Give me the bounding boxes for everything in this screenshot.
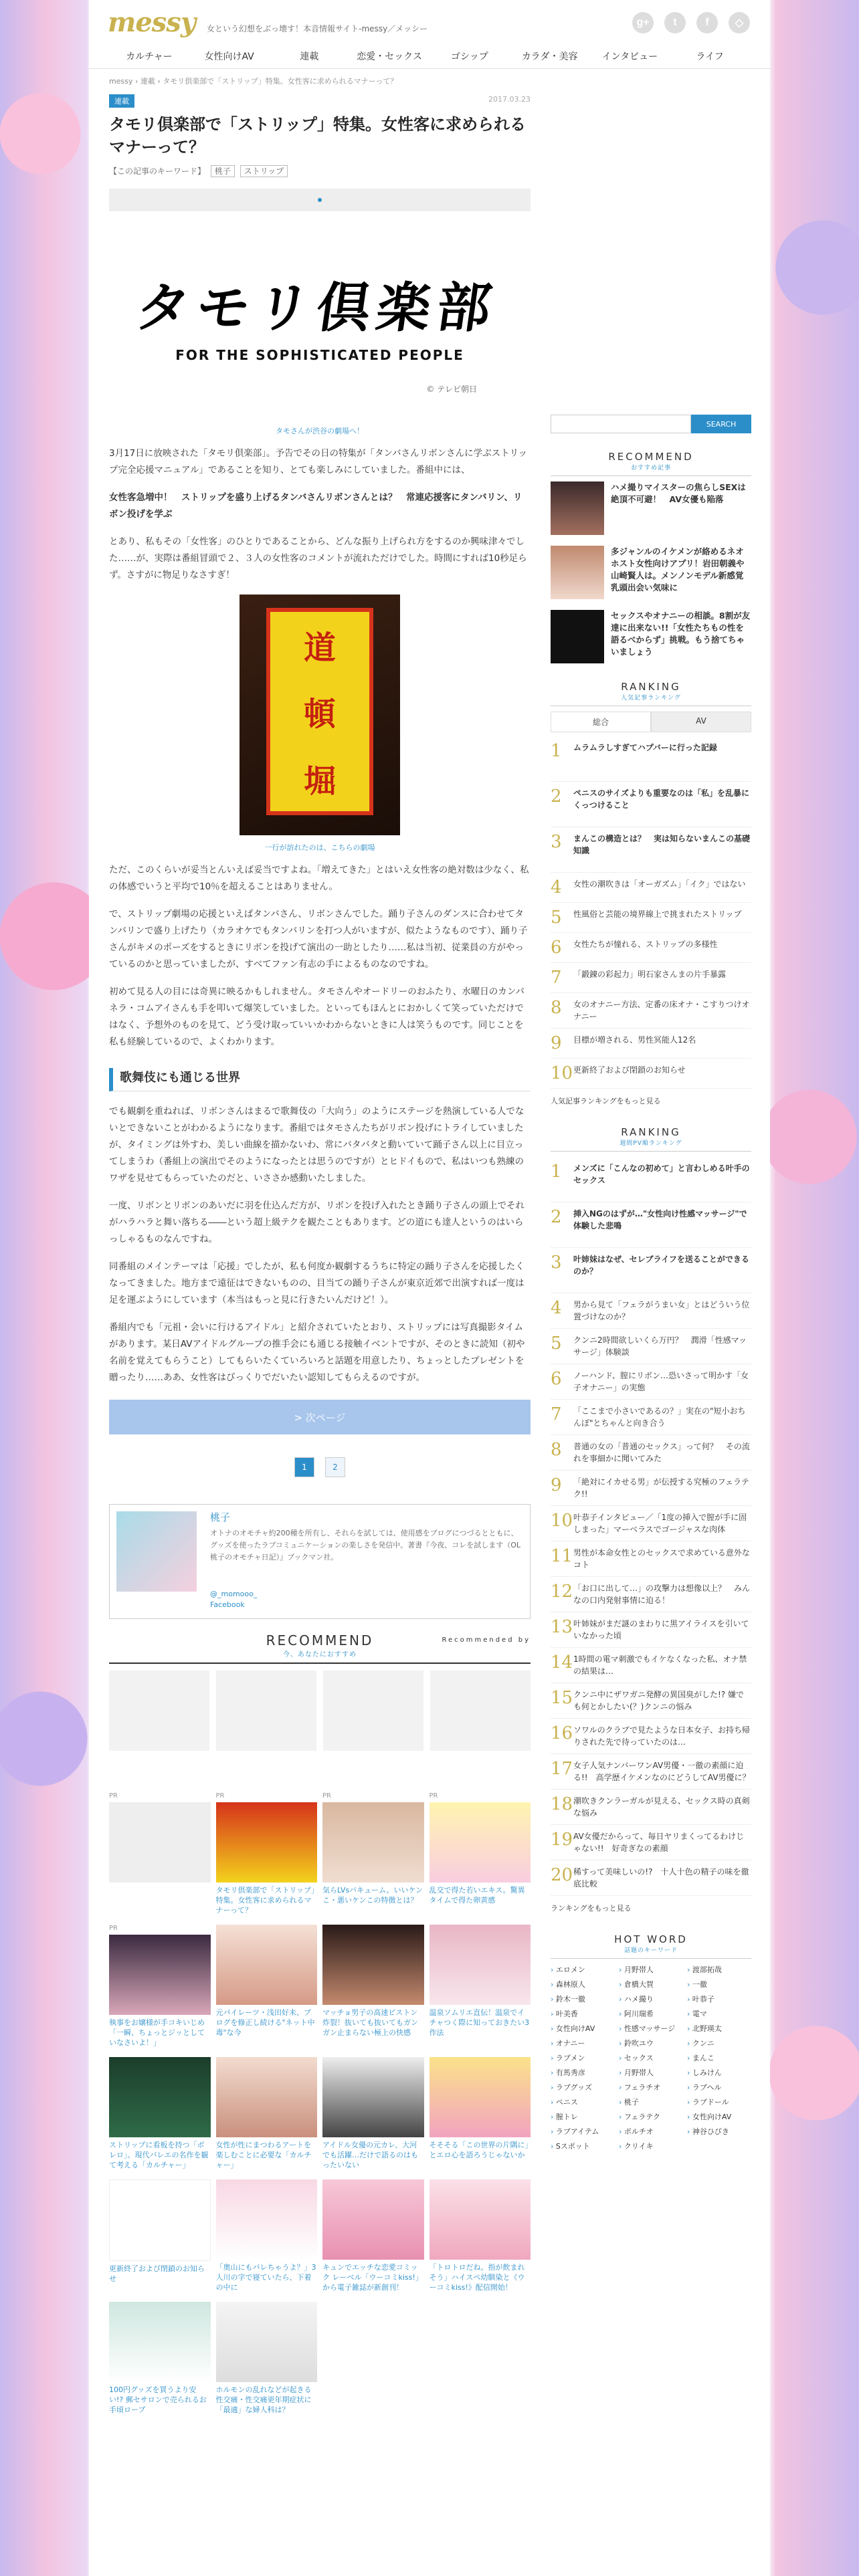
recommend-card[interactable]: ホルモンの乱れなどが起きる性交痛・性交痛更年期症状に「最適」な婦人科は？ xyxy=(216,2300,318,2415)
site-header xyxy=(89,0,770,45)
author-avatar xyxy=(116,1511,197,1592)
recommend-card[interactable]: PR 気らLVsバキューム。いいケンこ・悪いケンこの特徴とは？ xyxy=(322,1792,423,1905)
ranking-title: クンニ2時間欲しいくら万円？ 潤滑「性感マッサージ」体験談 xyxy=(573,1335,747,1357)
author-links xyxy=(210,1589,257,1610)
ranking-heading: RANKING 人気記事ランキング xyxy=(551,681,751,706)
site-logo[interactable]: messy xyxy=(108,7,196,38)
paragraph: 同番組のメインテーマは「応援」でしたが、私も何度か観劇するうちに特定の踊り子さんを応援したくなってきました。地方まで遠征はできないものの、目当ての踊り子さんが東京近郊で出演すれば一度は足を運ぶようにしています（本当はもっと見に行きたいんだけど！）。 xyxy=(109,1261,524,1305)
ranking-item[interactable] xyxy=(551,1157,751,1202)
category-badge[interactable]: 連載 xyxy=(109,94,134,108)
ranking-title: 叶姉妹がまだ謎のまわりに黒アイライスを引いていなかった頃 xyxy=(573,1619,749,1640)
ranking-list xyxy=(551,736,751,1089)
tab-av[interactable]: AV xyxy=(651,712,751,732)
ranking-title: 女子人気ナンバーワンAV男優・一徹の素顔に迫る!! 高学歴イケメンなのにどうしてAV男優に？ xyxy=(573,1761,751,1782)
paragraph: で、ストリップ劇場の応援といえばタンバさん、リボンさんでした。踊り子さんのダンスに合わせてタンバリンで盛り上げたり（カラオケでもタンバリンを打つ人がいますが、似たようなものです）、踊り子さんがキメのポーズをするときにリボンを投げて演出の一助としたり……私は当初、従業員の方がやっているのかと思っていましたが、すべてファン有志の手によるものなのですね。 xyxy=(109,909,528,970)
hotword-link[interactable]: › 性感マッサージ xyxy=(619,2023,683,2035)
rank-number: 4 xyxy=(551,877,562,897)
hotword-link[interactable]: › ペニス xyxy=(551,2097,615,2109)
ranking-title: 稀すって美味しいの!? 十人十色の精子の味を徹底比較 xyxy=(573,1867,749,1889)
nav-series[interactable]: 連載 xyxy=(300,51,319,62)
sidebar xyxy=(551,94,751,2153)
hero-credit: © テレビ朝日 xyxy=(426,385,477,394)
recommend-card[interactable]: マッチョ男子の高速ピストン炸裂！抜いても抜いてもガンガン止まらない極上の快感 xyxy=(322,1923,424,2048)
ranking-item[interactable] xyxy=(551,1683,751,1719)
recommend-card[interactable]: 「奥山にもバレちゃうよ？」3人川の字で寝ていたら、下着の中に xyxy=(216,2178,318,2292)
rank-number: 9 xyxy=(551,1475,562,1495)
recommend-heading: RECOMMEND 今、あなたにおすすめ Recommended by xyxy=(109,1632,531,1664)
recommend-card[interactable]: 女性が性にまつわるアートを楽しむことに必要な「カルチャー」 xyxy=(216,2056,318,2170)
ranking-item[interactable] xyxy=(551,1541,751,1577)
rank-number: 16 xyxy=(551,1723,573,1743)
ranking-title: 目標が増される、男性冥能人12名 xyxy=(573,1035,696,1045)
ranking-item[interactable] xyxy=(551,1029,751,1059)
rank-number: 18 xyxy=(551,1794,573,1814)
rank-number: 6 xyxy=(551,1369,562,1389)
page-1-link[interactable]: 1 xyxy=(294,1457,314,1477)
rank-number: 9 xyxy=(551,1033,562,1053)
hotword-link[interactable]: › 鈴吹ユウ xyxy=(619,2038,683,2050)
keyword-label: 【この記事のキーワード】 xyxy=(109,167,206,176)
hotword-link[interactable]: › 膣トレ xyxy=(551,2111,615,2123)
facebook-icon[interactable]: f xyxy=(696,12,718,33)
recommend-card[interactable]: PR 執事をお嬢様が手コキいじめ「一瞬、ちょっとジッとしていなさいよ！」 xyxy=(109,1923,211,2048)
recommended-by: Recommended by xyxy=(442,1636,531,1644)
side-recommend-item[interactable]: セックスやオナニーの相談。8割が友達に出来ない!!「女性たちもの性を語るべからず」挑戦。もう捨てちゃいましょう xyxy=(551,610,751,663)
hotword-link[interactable]: › 渡部拓哉 xyxy=(687,1964,751,1976)
page-container xyxy=(89,0,770,2576)
nav-gossip[interactable]: ゴシップ xyxy=(451,51,488,62)
ranking-title: まんこの構造とは？ 実は知らないまんこの基礎知識 xyxy=(573,834,751,855)
hotword-link[interactable]: › クンニ xyxy=(687,2038,751,2050)
rank-number: 5 xyxy=(551,907,562,928)
keyword-list xyxy=(109,165,531,177)
ranking-title: ノーハンド、膣にリボン…恐いさって明かす「女子オナニー」の実態 xyxy=(573,1371,749,1392)
ranking-item[interactable] xyxy=(551,1202,751,1248)
ranking-item[interactable] xyxy=(551,782,751,827)
ranking-title: 「ここまで小さいであるの？」実在の"短小おちんぽ"とちゃんと向き合う xyxy=(573,1406,746,1428)
side-recommend-item[interactable]: 多ジャンルのイケメンが絡めるネオホスト女性向けアプリ！岩田朝義や山崎賢人は。メンノンモデル新感覚乳頭出会い気味に xyxy=(551,546,751,599)
ranking-item[interactable] xyxy=(551,993,751,1029)
ranking-title: AV女優だからって、毎日ヤリまくってるわけじゃない!! 好奇ぎなの素顔 xyxy=(573,1832,745,1853)
ranking-item[interactable] xyxy=(551,1612,751,1648)
article-title: タモリ倶楽部で「ストリップ」特集。女性客に求められるマナーって？ xyxy=(109,115,527,156)
search-input[interactable] xyxy=(551,415,691,433)
search-box xyxy=(551,415,751,433)
ranking-title: 叶恭子インタビュー／「1度の挿入で膣が手に固しまった」マーベラスでゴージャスな肉体 xyxy=(573,1513,747,1534)
ranking-title: ムラムラしすぎてハプバーに行った記録 xyxy=(573,743,717,752)
hotword-link[interactable]: › セックス xyxy=(619,2052,683,2064)
weekly-ranking-heading: RANKING 週間PV順ランキング xyxy=(551,1126,751,1152)
ranking-title: 女のオナニー方法、定番の床オナ・こすりつけオナニー xyxy=(573,1000,750,1021)
hotword-link[interactable]: › 電マ xyxy=(687,2008,751,2020)
ranking-title: 「絶対にイカせる男」が伝授する究極のフェラテク!! xyxy=(573,1477,750,1499)
weekly-ranking-list xyxy=(551,1157,751,1896)
hotword-link[interactable]: › ハメ撮り xyxy=(619,1994,683,2006)
keyword-tag[interactable]: ストリップ xyxy=(240,165,288,177)
rank-number: 7 xyxy=(551,1404,562,1424)
paragraph: 番組内でも「元祖・会いに行けるアイドル」と紹介されていたとおり、ストリップには写真撮影タイムがあります。某日AVアイドルグループの推手会にも通じる接触イベントですが、そのときに読知（初や名前を覚えてもらうこと）してもらいたくていろいろと話題を用意したり、ちょっとしたプレゼントを贈ったり……ああ、女性客はびっくりでだいたい認知してもらえるのですが。 xyxy=(109,1322,525,1383)
next-page-button[interactable]: > 次ページ xyxy=(109,1400,531,1434)
nav-culture[interactable]: カルチャー xyxy=(126,51,173,62)
global-nav xyxy=(89,45,770,69)
author-box xyxy=(109,1504,531,1619)
ranking-title: ソワルのクラブで見たような日本女子、お持ち帰りされた先で待っていたのは… xyxy=(573,1725,751,1747)
search-button[interactable]: SEARCH xyxy=(691,415,751,433)
hotword-link[interactable]: › 神谷ひびき xyxy=(687,2126,751,2138)
article-date: 2017.03.23 xyxy=(488,95,531,104)
recommend-card[interactable]: キュンでエッチな恋愛コミック レーベル「ウーコミkiss!」から電子雑誌が新創刊！ xyxy=(322,2178,424,2292)
recommend-card[interactable]: PR xyxy=(109,1791,211,1915)
ranking-title: 更新終了および閉鎖のお知らせ xyxy=(573,1065,686,1075)
recommend-card[interactable]: 100円グッズを買うより安い!? 郵セサロンで売られるお手頃ローブ xyxy=(109,2300,211,2415)
author-twitter-link[interactable]: @_momooo_ xyxy=(210,1590,258,1598)
ranking-item[interactable] xyxy=(551,736,751,782)
section-heading: 歌舞伎にも通じる世界 xyxy=(109,1068,531,1091)
pagination xyxy=(109,1457,531,1477)
ranking-more-link[interactable]: 人気記事ランキングをもっと見る xyxy=(551,1097,661,1105)
paragraph: ただ、このくらいが妥当とんいえば妥当ですよね。「増えてきた」とはいえ女性客の絶対数は少なく、私の体感でいうと平均で10％を超えることはありません。 xyxy=(109,865,529,892)
rank-number: 14 xyxy=(551,1652,573,1673)
ranking-title: クンニ中にザワガニ発酵の異国臭がした!? 嫌でも何とかしたい(？)クンニの悩み xyxy=(573,1690,744,1711)
recommend-card[interactable]: 温泉ソムリエ直伝！温泉でイチャつく際に知っておきたい3作法 xyxy=(430,1923,531,2048)
author-bio: オトナのオモチャ約200種を所有し、それらを試しては、使用感をブログにつづるとともに、グッズを使ったラブコミュニケーションの楽しさを発信中。著書『今夜、コレを試します（OL桃子のオモチャ日記）』ブックマン社。 xyxy=(210,1529,521,1562)
ranking-item[interactable] xyxy=(551,1248,751,1293)
ranking-item[interactable] xyxy=(551,1435,751,1471)
ranking-title: 挿入NGのはずが…"女性向け性感マッサージ"で体験した悲鳴 xyxy=(573,1209,747,1230)
nav-love-sex[interactable]: 恋愛・セックス xyxy=(357,51,423,62)
ranking-title: 女性たちが憧れる、ストリップの多様性 xyxy=(573,940,718,949)
hotword-link[interactable]: › 鈴木一徹 xyxy=(551,1994,615,2006)
ad-placeholders xyxy=(109,1671,531,1751)
rank-number: 19 xyxy=(551,1830,573,1850)
ranking-item[interactable] xyxy=(551,1059,751,1089)
ranking-item[interactable] xyxy=(551,1719,751,1754)
hotword-link[interactable]: › クリイキ xyxy=(619,2141,683,2153)
hotword-link[interactable]: › 女性向けAV xyxy=(551,2023,615,2035)
recommend-card[interactable]: アイドル女優の元カレ、大河でも活躍…だけで語るのはもったいない xyxy=(322,2056,424,2170)
paragraph: でも観劇を重ねれば、リボンさんはまるで歌舞伎の「大向う」のようにステージを熱演している人でないとできないことがわかるようになります。番組ではタモさんたちがリボン投げにトライしていましたが、タイミングは外すわ、美しい曲線を描かないわ、常にバタバタと動いていて踊子さん以上に目立ってしまうわ（番組上の演出でそのようになったとは思うのですが）とヒドイもので、私はいつも熟練のワザを見せてもらっていたのだと、いささか感動いたしました。 xyxy=(109,1106,524,1184)
paragraph: 3月17日に放映された「タモリ倶楽部」。予告でその日の特集が「タンバさんリボンさんに学ぶストリップ完全応援マニュアル」であることを知り、とても楽しみにしていました。番組中には、 xyxy=(109,448,528,475)
nav-body-beauty[interactable]: カラダ・美容 xyxy=(521,51,578,62)
nav-life[interactable]: ライフ xyxy=(696,51,724,62)
paragraph-quote: 女性客急増中！ ストリップを盛り上げるタンバさんリボンさんとは？ 常連応援客にタンバリン、リボン投げを学ぶ xyxy=(109,492,522,520)
rank-number: 10 xyxy=(551,1063,573,1083)
recommend-grid xyxy=(109,1791,531,2415)
rank-number: 15 xyxy=(551,1688,573,1708)
rank-number: 2 xyxy=(551,786,562,807)
hotword-link[interactable]: › 阿川瑞希 xyxy=(619,2008,683,2020)
paragraph: 一度、リボンとリボンのあいだに羽を仕込んだ方が、リボンを投げ入れたとき踊り子さんの頭上でそれがハラハラと舞い落ちる――という超上級テクを観たこともあります。どの道にも達人というのはいらっしゃるものなんですね。 xyxy=(109,1200,524,1245)
ad-slot[interactable] xyxy=(323,1671,423,1751)
ranking-title: 普通の女の「普通のセックス」って何？ その流れを事細かに聞いてみた xyxy=(573,1442,750,1463)
rank-number: 5 xyxy=(551,1333,562,1354)
ranking-tabs xyxy=(551,712,751,732)
hotword-link[interactable]: › ラブドール xyxy=(687,2097,751,2109)
ranking-title: メンズに「こんなの初めて」と言わしめる叶手のセックス xyxy=(573,1164,750,1185)
ranking-item[interactable] xyxy=(551,1577,751,1612)
hotword-list xyxy=(551,1964,751,2153)
ranking-item[interactable] xyxy=(551,1329,751,1364)
ranking-title: 潮吹きクンラーガルが見える、セックス時の真剣な悩み xyxy=(573,1796,750,1818)
ranking-title: 1時間の電マ刺激でもイケなくなった私、オナ禁の結果は… xyxy=(573,1654,747,1676)
ranking-item[interactable] xyxy=(551,1825,751,1860)
recommend-sub: 今、あなたにおすすめ xyxy=(282,1651,357,1658)
hotword-link[interactable]: › ラブヘル xyxy=(687,2082,751,2094)
hotword-heading: HOT WORD 話題のキーワード xyxy=(551,1933,751,1959)
side-recommend-item[interactable]: ハメ撮りマイスターの焦らしSEXは絶頂不可避！ AV女優も陥落 xyxy=(551,481,751,535)
ranking-item[interactable] xyxy=(551,903,751,933)
theater-photo xyxy=(240,595,400,835)
ranking-item[interactable] xyxy=(551,1364,751,1400)
hotword-link[interactable]: › オナニー xyxy=(551,2038,615,2050)
rank-number: 12 xyxy=(551,1582,573,1602)
author-name[interactable]: 桃子 xyxy=(210,1511,231,1523)
page-2-link[interactable]: 2 xyxy=(325,1457,345,1477)
rank-number: 10 xyxy=(551,1511,573,1531)
hotword-link[interactable]: › 北野瑛太 xyxy=(687,2023,751,2035)
rank-number: 8 xyxy=(551,998,562,1018)
ranking-item[interactable] xyxy=(551,933,751,963)
ranking-title: 男性が本命女性とのセックスで求めている意外なコト xyxy=(573,1548,750,1570)
ranking-title: 女性の潮吹きは「オーガズム」「イク」ではない xyxy=(573,879,746,889)
ranking-title: 男から見て「フェラがうまい女」とはどういう位置づけなのか？ xyxy=(573,1300,750,1321)
rank-number: 8 xyxy=(551,1440,562,1460)
hotword-link[interactable]: › 森林原人 xyxy=(551,1979,615,1991)
feedly-icon[interactable]: ◇ xyxy=(729,12,750,33)
paragraph: 初めて見る人の目には奇異に映るかもしれません。タモさんやオードリーのおふたり、水曜日のカンパネラ・コムアイさんも手を叩いて爆笑していました。といってもほんとにおかしくて笑っていただけではなく、予想外のものを見て、どう受け取っていいかわからないときに人は笑うものです。同じことを私も経験しているので、よくわかります。 xyxy=(109,986,524,1047)
recommend-card[interactable]: PR 乱交で得た若いエキス。驚異タイムで得た卵黄感 xyxy=(430,1791,531,1915)
ranking-item[interactable] xyxy=(551,963,751,993)
loading-dot-icon xyxy=(318,198,322,202)
ranking-item[interactable] xyxy=(551,1400,751,1435)
hotword-link[interactable]: › フェラテク xyxy=(619,2111,683,2123)
hotword-link[interactable]: › Sスポット xyxy=(551,2141,615,2153)
side-recommend-heading: RECOMMEND おすすめ記事 xyxy=(551,451,751,476)
rank-number: 3 xyxy=(551,832,562,852)
hotword-link[interactable]: › しみけん xyxy=(687,2067,751,2079)
rank-number: 2 xyxy=(551,1207,562,1227)
hotword-link[interactable]: › 叶美香 xyxy=(551,2008,615,2020)
recommend-card[interactable]: PR タモリ倶楽部で「ストリップ」特集。女性客に求められるマナーって？ xyxy=(216,1791,318,1915)
rank-number: 13 xyxy=(551,1617,573,1637)
ranking-item[interactable] xyxy=(551,1754,751,1790)
ranking-title: 叶姉妹はなぜ、セレブライフを送ることができるのか？ xyxy=(573,1255,749,1276)
paragraph: とあり、私もその「女性客」のひとりであることから、どんな振り上げられ方をするのか興味津々でした……が、実際は番組冒頭で２、３人の女性客のコメントが流れただけでした。時間にすれば10秒足らず。さすがに物足りなさすぎ！ xyxy=(109,536,527,580)
hotword-link[interactable]: › エロメン xyxy=(551,1964,615,1976)
hotword-link[interactable]: › 桃子 xyxy=(619,2097,683,2109)
hero-subtitle: FOR THE SOPHISTICATED PEOPLE xyxy=(175,347,464,363)
hotword-link[interactable]: › ラブグッズ xyxy=(551,2082,615,2094)
breadcrumb[interactable]: messy › 連載 › タモリ倶楽部で「ストリップ」特集。女性客に求められるマナーって？ xyxy=(109,77,398,86)
rank-number: 1 xyxy=(551,1162,562,1182)
ranking-item[interactable] xyxy=(551,1790,751,1825)
hotword-link[interactable]: › 有馬秀彦 xyxy=(551,2067,615,2079)
recommend-card[interactable]: ストリップに看板を持つ「ボレロ」。現代バレエの名作を観て考える「カルチャー」 xyxy=(109,2056,211,2170)
hotword-link[interactable]: › まんこ xyxy=(687,2052,751,2064)
nav-interview[interactable]: インタビュー xyxy=(601,51,658,62)
hero-caption: タモさんが渋谷の劇場へ！ xyxy=(276,427,364,435)
recommend-card[interactable]: そそそる「この世界の片隅に」とエロ心を語ろうじゃないか xyxy=(430,2056,531,2170)
hotword-link[interactable]: › ポルチオ xyxy=(619,2126,683,2138)
hotword-link[interactable]: › 月野帯人 xyxy=(619,2067,683,2079)
keyword-tag[interactable]: 桃子 xyxy=(211,165,235,177)
weekly-ranking-more-link[interactable]: ランキングをもっと見る xyxy=(551,1904,632,1913)
ranking-item[interactable] xyxy=(551,1471,751,1506)
hotword-link[interactable]: › ラブメン xyxy=(551,2052,615,2064)
rank-number: 6 xyxy=(551,938,562,958)
ranking-title: ペニスのサイズよりも重要なのは「私」を乱暴にくっつけること xyxy=(573,788,750,810)
ranking-title: 「鍛錬の彩起力」明石家さんまの片手暴露 xyxy=(573,970,727,979)
ranking-item[interactable] xyxy=(551,827,751,873)
hotword-link[interactable]: › 叶恭子 xyxy=(687,1994,751,2006)
author-facebook-link[interactable]: Facebook xyxy=(210,1600,245,1609)
tab-overall[interactable]: 総合 xyxy=(551,712,651,732)
twitter-icon[interactable]: t xyxy=(664,12,686,33)
ad-bar[interactable] xyxy=(109,189,531,211)
ranking-item[interactable] xyxy=(551,1648,751,1683)
rank-number: 4 xyxy=(551,1298,562,1318)
hotword-link[interactable]: › 月野帯人 xyxy=(619,1964,683,1976)
hero-image xyxy=(109,231,531,419)
rank-number: 7 xyxy=(551,968,562,988)
ranking-item[interactable] xyxy=(551,1506,751,1541)
ad-slot[interactable] xyxy=(430,1671,531,1751)
social-links xyxy=(632,12,750,33)
rank-number: 17 xyxy=(551,1759,573,1779)
hotword-link[interactable]: › 倉橋大賀 xyxy=(619,1979,683,1991)
rank-number: 3 xyxy=(551,1253,562,1273)
ranking-title: 「お口に出して…」の攻撃力は想像以上？ みんなの口内発射事情に迫る！ xyxy=(573,1584,751,1605)
google-plus-icon[interactable]: g+ xyxy=(632,12,654,33)
recommend-card[interactable]: 更新終了および閉鎖のお知らせ xyxy=(109,2178,211,2292)
ad-slot[interactable] xyxy=(109,1671,209,1751)
nav-av[interactable]: 女性向けAV xyxy=(204,51,254,62)
hero-title: タモリ倶楽部 xyxy=(131,277,502,339)
photo-caption: 一行が訪れたのは、こちらの劇場 xyxy=(264,843,375,852)
rank-number: 11 xyxy=(551,1546,573,1566)
hotword-link[interactable]: › フェラチオ xyxy=(619,2082,683,2094)
recommend-card[interactable]: 元パイレーツ・浅田好未、ブログを修正し続ける"ネット中毒"な今 xyxy=(216,1923,318,2048)
rank-number: 1 xyxy=(551,741,562,761)
ranking-item[interactable] xyxy=(551,1860,751,1896)
site-tagline: 女という幻想をぶっ壊す！本音情報サイト-messy／メッシー xyxy=(207,24,428,33)
rank-number: 20 xyxy=(551,1865,573,1885)
recommend-card[interactable]: 「トロトロだね。指が飲まれそう」ハイスペ幼馴染と《ウーコミkiss!》配信開始！ xyxy=(430,2178,531,2292)
hotword-link[interactable]: › 女性向けAV xyxy=(687,2111,751,2123)
hotword-link[interactable]: › 一徹 xyxy=(687,1979,751,1991)
ranking-item[interactable] xyxy=(551,873,751,903)
hotword-link[interactable]: › ラブアイテム xyxy=(551,2126,615,2138)
ad-slot[interactable] xyxy=(216,1671,316,1751)
article xyxy=(109,94,531,2415)
ranking-title: 性風俗と芸能の境界線上で挑まれたストリップ xyxy=(573,909,742,919)
ranking-item[interactable] xyxy=(551,1293,751,1329)
theater-sign: 道 頓 堀 xyxy=(266,608,373,815)
